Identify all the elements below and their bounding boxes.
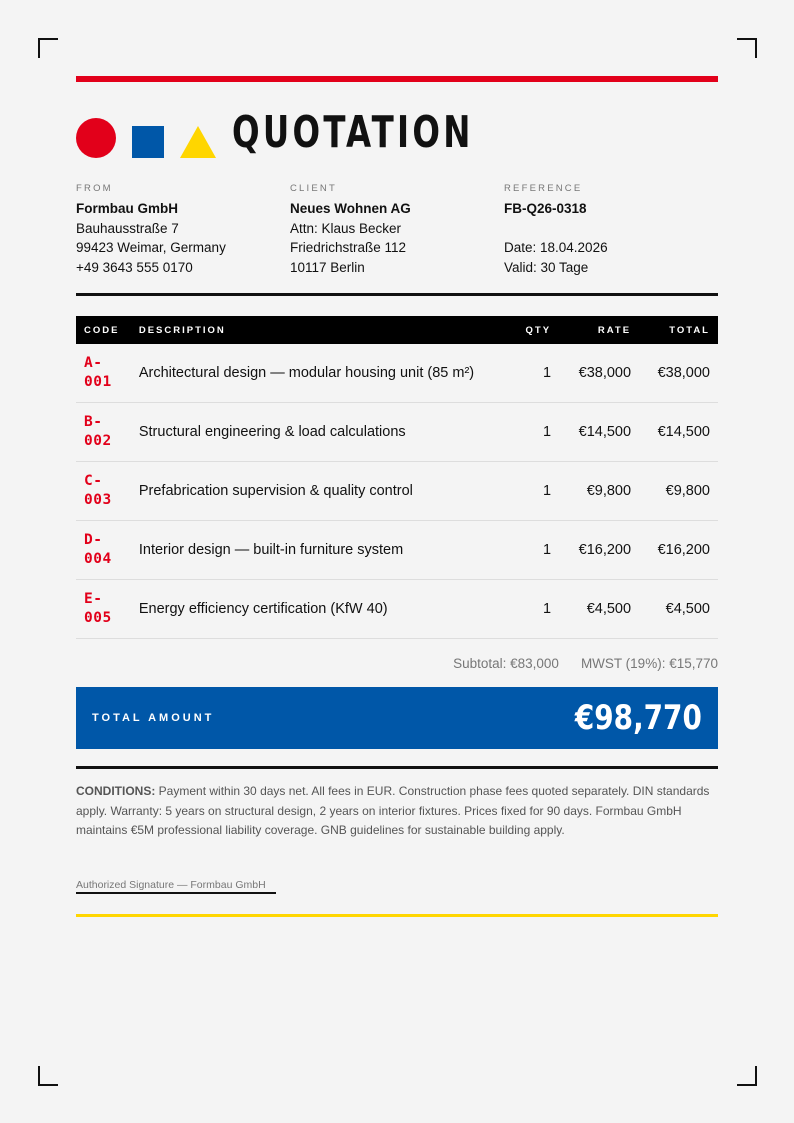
- reference-validity: Valid: 30 Tage: [504, 259, 589, 275]
- document-title: QUOTATION: [232, 107, 474, 158]
- item-qty: 1: [515, 580, 559, 639]
- item-total: €38,000: [639, 344, 718, 403]
- subtotal-value: Subtotal: €83,000: [453, 656, 559, 671]
- item-description: Prefabrication supervision & quality control: [131, 462, 515, 521]
- header-code: CODE: [84, 324, 120, 336]
- table-row: [76, 403, 718, 462]
- item-code: A- 001: [76, 344, 131, 403]
- from-label: FROM: [76, 183, 113, 194]
- signature-line: Authorized Signature — Formbau GmbH: [76, 879, 276, 894]
- item-qty: 1: [515, 344, 559, 403]
- item-description: Energy efficiency certification (KfW 40): [131, 580, 515, 639]
- from-phone: +49 3643 555 0170: [76, 259, 193, 275]
- client-name: Neues Wohnen AG: [290, 201, 411, 216]
- item-rate: €38,000: [559, 344, 639, 403]
- title-row: [76, 104, 718, 162]
- table-row: [76, 462, 718, 521]
- crop-mark-top-left: [38, 38, 58, 58]
- client-label: CLIENT: [290, 183, 337, 194]
- item-description: Architectural design — modular housing unit (85 m²): [131, 344, 515, 403]
- quotation-document: [76, 76, 718, 917]
- table-header-row: [76, 316, 718, 344]
- table-row: [76, 344, 718, 403]
- item-qty: 1: [515, 403, 559, 462]
- item-description: Interior design — built-in furniture system: [131, 521, 515, 580]
- table-row: [76, 521, 718, 580]
- conditions-label: CONDITIONS:: [76, 784, 156, 798]
- header-rate: RATE: [597, 324, 632, 336]
- tax-value: MWST (19%): €15,770: [580, 656, 718, 671]
- top-red-rule: [76, 76, 718, 82]
- header-description: DESCRIPTION: [138, 324, 226, 336]
- item-code: D- 004: [76, 521, 131, 580]
- from-block: [76, 182, 290, 277]
- item-qty: 1: [515, 462, 559, 521]
- reference-date: Date: 18.04.2026: [504, 240, 608, 255]
- item-rate: €9,800: [559, 462, 639, 521]
- client-attn: Attn: Klaus Becker: [290, 220, 402, 236]
- from-name: Formbau GmbH: [76, 201, 179, 216]
- item-total: €14,500: [639, 403, 718, 462]
- item-description: Structural engineering & load calculations: [131, 403, 515, 462]
- conditions-divider: [76, 766, 718, 769]
- red-circle-icon: [76, 118, 116, 158]
- header-total: TOTAL: [669, 324, 710, 336]
- item-total: €4,500: [639, 580, 718, 639]
- item-code: C- 003: [76, 462, 131, 521]
- reference-block: [504, 182, 718, 277]
- total-amount-bar: [76, 687, 718, 749]
- subtotals-line: [76, 656, 718, 671]
- item-rate: €4,500: [559, 580, 639, 639]
- bottom-yellow-rule: [76, 914, 718, 917]
- from-city: 99423 Weimar, Germany: [76, 240, 226, 255]
- item-rate: €14,500: [559, 403, 639, 462]
- item-qty: 1: [515, 521, 559, 580]
- item-total: €9,800: [639, 462, 718, 521]
- reference-label: REFERENCE: [504, 183, 583, 194]
- yellow-triangle-icon: [180, 126, 216, 158]
- from-street: Bauhausstraße 7: [76, 220, 179, 236]
- table-row: [76, 580, 718, 639]
- item-code: E- 005: [76, 580, 131, 639]
- client-street: Friedrichstraße 112: [290, 240, 407, 255]
- line-items-table: [76, 316, 718, 639]
- reference-number: FB-Q26-0318: [504, 201, 587, 216]
- total-amount-label: TOTAL AMOUNT: [92, 712, 215, 724]
- total-amount-value: €98,770: [575, 698, 702, 738]
- conditions-text: Payment within 30 days net. All fees in EUR. Construction phase fees quoted separately. DIN standards apply. Warranty: 5 years on structural design, 2 years on interior fixtures. Prices fixed for 90 days. Formbau GmbH maintains €5M professional liability coverage. GNB guidelines for sustainable building apply.: [76, 784, 710, 837]
- conditions-paragraph: [76, 782, 718, 841]
- item-code: B- 002: [76, 403, 131, 462]
- parties-section: [76, 182, 718, 277]
- crop-mark-top-right: [737, 38, 757, 58]
- client-city: 10117 Berlin: [290, 259, 365, 275]
- crop-mark-bottom-left: [38, 1066, 58, 1086]
- item-rate: €16,200: [559, 521, 639, 580]
- section-divider: [76, 293, 718, 296]
- header-qty: QTY: [525, 324, 552, 336]
- blue-square-icon: [132, 126, 164, 158]
- client-block: [290, 182, 504, 277]
- item-total: €16,200: [639, 521, 718, 580]
- crop-mark-bottom-right: [737, 1066, 757, 1086]
